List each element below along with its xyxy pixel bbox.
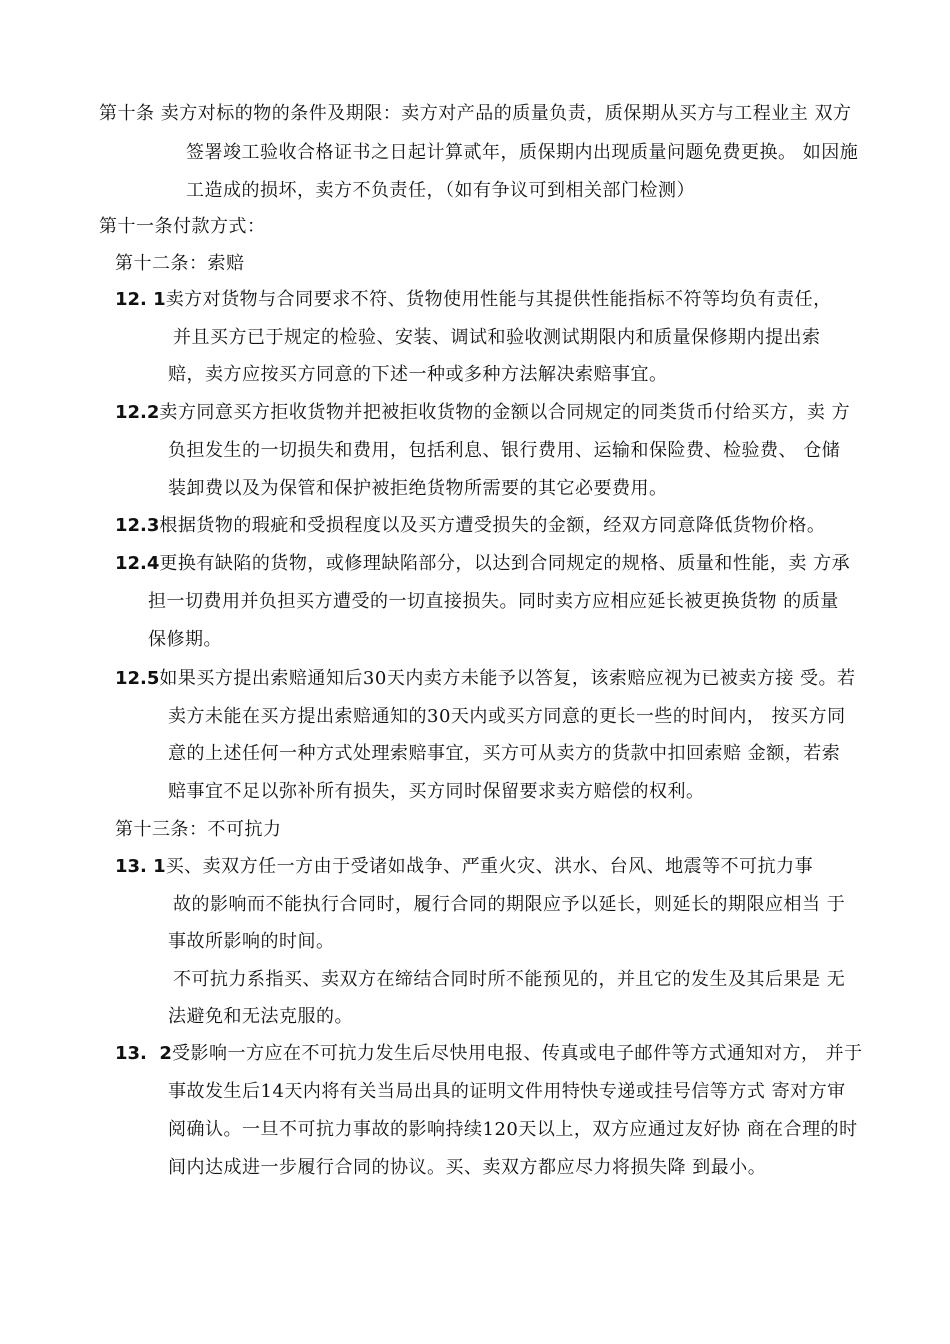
clause-number: 12. 1 [115,289,166,310]
clause-text: 更换有缺陷的货物，或修理缺陷部分，以达到合同规定的规格、质量和性能，卖 方承 [159,553,851,574]
clause-13-1-line4: 不可抗力系指买、卖双方在缔结合同时所不能预见的，并且它的发生及其后果是 无 [173,969,846,990]
article10-line1: 第十条 卖方对标的物的条件及期限：卖方对产品的质量负责，质保期从买方与工程业主 双方 [99,103,852,124]
clause-number: 12.4 [115,553,160,574]
clause-13-2-line2: 事故发生后14天内将有关当局出具的证明文件用特快专递或挂号信等方式 寄对方审 [168,1081,846,1102]
clause-12-5-line2: 卖方未能在买方提出索赔通知的30天内或买方同意的更长一些的时间内， 按买方同 [168,706,846,727]
clause-text: 受影响一方应在不可抗力发生后尽快用电报、传真或电子邮件等方式通知对方， 并于 [171,1043,863,1064]
clause-12-2 [115,402,850,424]
clause-text: 如果买方提出索赔通知后30天内卖方未能予以答复，该索赔应视为已被卖方接 受。若 [159,668,856,689]
article12-title: 第十二条：索赔 [115,253,245,274]
article10-line2: 签署竣工验收合格证书之日起计算贰年，质保期内出现质量问题免费更换。 如因施 [186,142,859,163]
clause-12-5-line3: 意的上述任何一种方式处理索赔事宜，买方可从卖方的货款中扣回索赔 金额，若索 [168,743,841,764]
clause-13-1 [115,856,813,878]
article13-title: 第十三条：不可抗力 [115,819,282,840]
clause-12-4-line3: 保修期。 [148,629,222,650]
clause-number: 12.3 [115,515,160,536]
clause-12-1-line2: 并且买方已于规定的检验、安装、调试和验收测试期限内和质量保修期内提出索 [173,327,821,348]
clause-number: 13. 2 [115,1043,172,1064]
clause-12-1-line3: 赔，卖方应按买方同意的下述一种或多种方法解决索赔事宜。 [168,364,668,385]
clause-13-1-line3: 事故所影响的时间。 [168,931,335,952]
clause-12-2-line3: 装卸费以及为保管和保护被拒绝货物所需要的其它必要费用。 [168,478,668,499]
clause-13-2-line4: 间内达成进一步履行合同的协议。买、卖双方都应尽力将损失降 到最小。 [168,1157,767,1178]
clause-13-2 [115,1043,863,1065]
article10-line3: 工造成的损坏，卖方不负责任，（如有争议可到相关部门检测） [186,180,695,201]
clause-text: 卖方对货物与合同要求不符、货物使用性能与其提供性能指标不符等均负有责任， [165,289,832,310]
clause-12-5 [115,668,856,690]
clause-number: 12.2 [115,402,160,423]
clause-13-1-line5: 法避免和无法克服的。 [168,1006,353,1027]
article11-title: 第十一条付款方式： [99,216,266,237]
clause-12-4-line2: 担一切费用并负担买方遭受的一切直接损失。同时卖方应相应延长被更换货物 的质量 [148,591,839,612]
clause-text: 卖方同意买方拒收货物并把被拒收货物的金额以合同规定的同类货币付给买方，卖 方 [159,402,851,423]
clause-12-2-line2: 负担发生的一切损失和费用，包括利息、银行费用、运输和保险费、检验费、 仓储 [168,440,841,461]
clause-number: 13. 1 [115,856,166,877]
clause-12-4 [115,553,850,575]
clause-number: 12.5 [115,668,160,689]
clause-text: 根据货物的瑕疵和受损程度以及买方遭受损失的金额，经双方同意降低货物价格。 [159,515,826,536]
clause-13-1-line2: 故的影响而不能执行合同时，履行合同的期限应予以延长，则延长的期限应相当 于 [173,894,846,915]
clause-13-2-line3: 阅确认。一旦不可抗力事故的影响持续120天以上，双方应通过友好协 商在合理的时 [168,1119,858,1140]
clause-12-5-line4: 赔事宜不足以弥补所有损失，买方同时保留要求卖方赔偿的权利。 [168,781,705,802]
clause-12-3 [115,515,825,537]
clause-text: 买、卖双方任一方由于受诸如战争、严重火灾、洪水、台风、地震等不可抗力事 [165,856,814,877]
clause-12-1 [115,289,832,311]
